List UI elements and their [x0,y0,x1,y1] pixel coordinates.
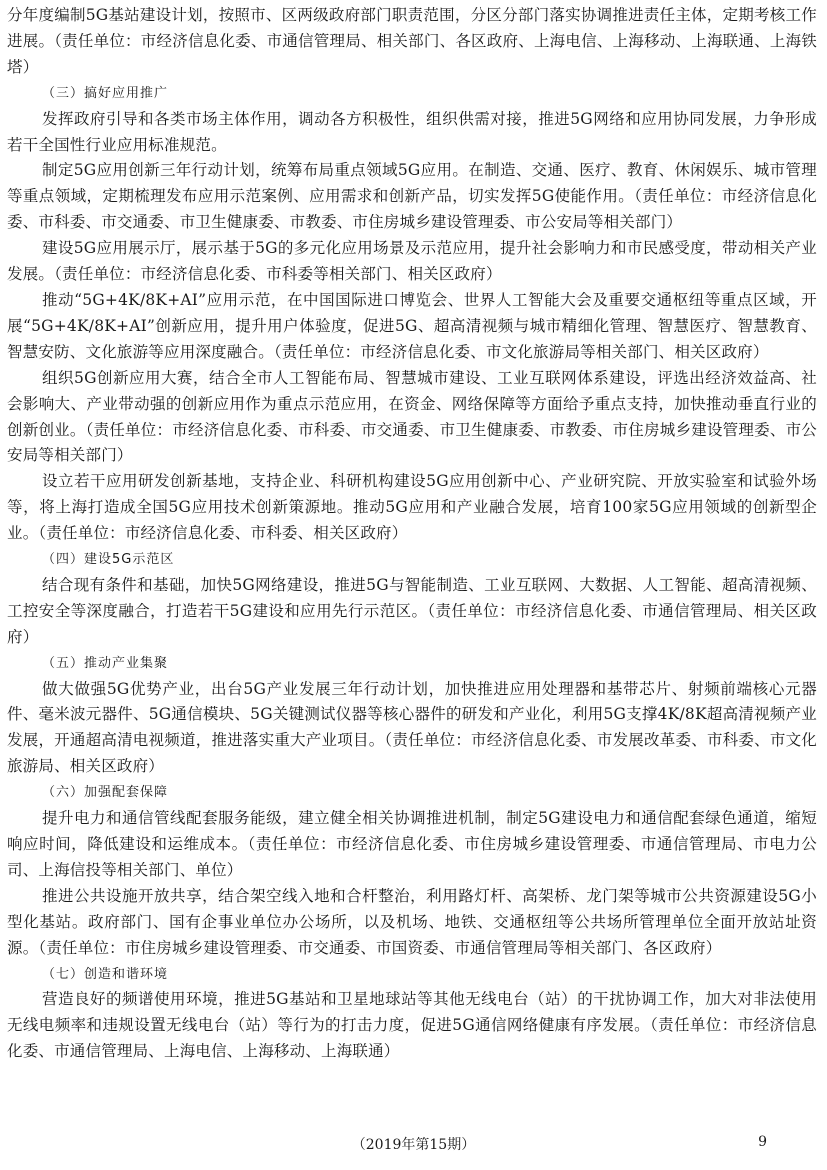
page-number: 9 [758,1134,767,1150]
paragraph: 组织5G创新应用大赛，结合全市人工智能布局、智慧城市建设、工业互联网体系建设，评选出经济效益高、社会影响大、产业带动强的创新应用作为重点示范应用，在资金、网络保障等方面给予重点支持，加快推动垂直行业的创新创业。（责任单位：市经济信息化委、市科委、市交通委、市卫生健康委、市教委、市住房城乡建设管理委、市公安局等相关部门） [7,368,817,465]
paragraph: 结合现有条件和基础，加快5G网络建设，推进5G与智能制造、工业互联网、大数据、人工智能、超高清视频、工控安全等深度融合，打造若干5G建设和应用先行示范区。（责任单位：市经济信息化委、市通信管理局、相关区政府） [7,575,817,646]
issue-label: （2019年第15期） [351,1137,476,1153]
paragraph: 推动“5G+4K/8K+AI”应用示范，在中国国际进口博览会、世界人工智能大会及重要交通枢纽等重点区域，开展“5G+4K/8K+AI”创新应用，提升用户体验度，促进5G、超高清视频与城市精细化管理、智慧医疗、智慧教育、智慧安防、文化旅游等应用深度融合。（责任单位：市经济信息化委、市文化旅游局等相关部门、相关区政府） [7,290,817,361]
paragraph: 营造良好的频谱使用环境，推进5G基站和卫星地球站等其他无线电台（站）的干扰协调工作，加大对非法使用无线电频率和违规设置无线电台（站）等行为的打击力度，促进5G通信网络健康有序发展。（责任单位：市经济信息化委、市通信管理局、上海电信、上海移动、上海联通） [7,990,817,1061]
paragraph: 发挥政府引导和各类市场主体作用，调动各方积极性，组织供需对接，推进5G网络和应用协同发展，力争形成若干全国性行业应用标准规范。 [7,109,817,154]
paragraph: 建设5G应用展示厅，展示基于5G的多元化应用场景及示范应用，提升社会影响力和市民感受度，带动相关产业发展。（责任单位：市经济信息化委、市科委等相关部门、相关区政府） [7,239,817,284]
section-heading: （四）建设5G示范区 [42,552,175,568]
page-footer [0,1132,827,1158]
paragraph: 分年度编制5G基站建设计划，按照市、区两级政府部门职责范围，分区分部门落实协调推进责任主体，定期考核工作进展。（责任单位：市经济信息化委、市通信管理局、相关部门、各区政府、上海电信、上海移动、上海联通、上海铁塔） [7,6,817,76]
paragraph: 做大做强5G优势产业，出台5G产业发展三年行动计划，加快推进应用处理器和基带芯片、射频前端核心元器件、毫米波元器件、5G通信模块、5G关键测试仪器等核心器件的研发和产业化，利用5G支撑4K/8K超高清视频产业发展，开通超高清电视频道，推进落实重大产业项目。（责任单位：市经济信息化委、市发展改革委、市科委、市文化旅游局、相关区政府） [7,679,817,776]
document-body [7,3,817,1065]
section-heading: （五）推动产业集聚 [42,655,169,671]
section-heading: （六）加强配套保障 [42,785,169,801]
section-heading: （三）搞好应用推广 [42,85,169,101]
paragraph: 提升电力和通信管线配套服务能级，建立健全相关协调推进机制，制定5G建设电力和通信配套绿色通道，缩短响应时间，降低建设和运维成本。（责任单位：市经济信息化委、市住房城乡建设管理委、市通信管理局、市电力公司、上海信投等相关部门、单位） [7,809,817,879]
paragraph: 制定5G应用创新三年行动计划，统筹布局重点领域5G应用。在制造、交通、医疗、教育、休闲娱乐、城市管理等重点领域，定期梳理发布应用示范案例、应用需求和创新产品，切实发挥5G使能作用。（责任单位：市经济信息化委、市科委、市交通委、市卫生健康委、市教委、市住房城乡建设管理委、市公安局等相关部门） [7,161,817,232]
section-heading: （七）创造和谐环境 [42,966,169,982]
paragraph: 设立若干应用研发创新基地，支持企业、科研机构建设5G应用创新中心、产业研究院、开放实验室和试验外场等，将上海打造成全国5G应用技术创新策源地。推动5G应用和产业融合发展，培育100家5G应用领域的创新型企业。（责任单位：市经济信息化委、市科委、相关区政府） [7,472,817,543]
paragraph: 推进公共设施开放共享，结合架空线入地和合杆整治，利用路灯杆、高架桥、龙门架等城市公共资源建设5G小型化基站。政府部门、国有企事业单位办公场所，以及机场、地铁、交通枢纽等公共场所管理单位全面开放站址资源。（责任单位：市住房城乡建设管理委、市交通委、市国资委、市通信管理局等相关部门、各区政府） [7,886,817,957]
